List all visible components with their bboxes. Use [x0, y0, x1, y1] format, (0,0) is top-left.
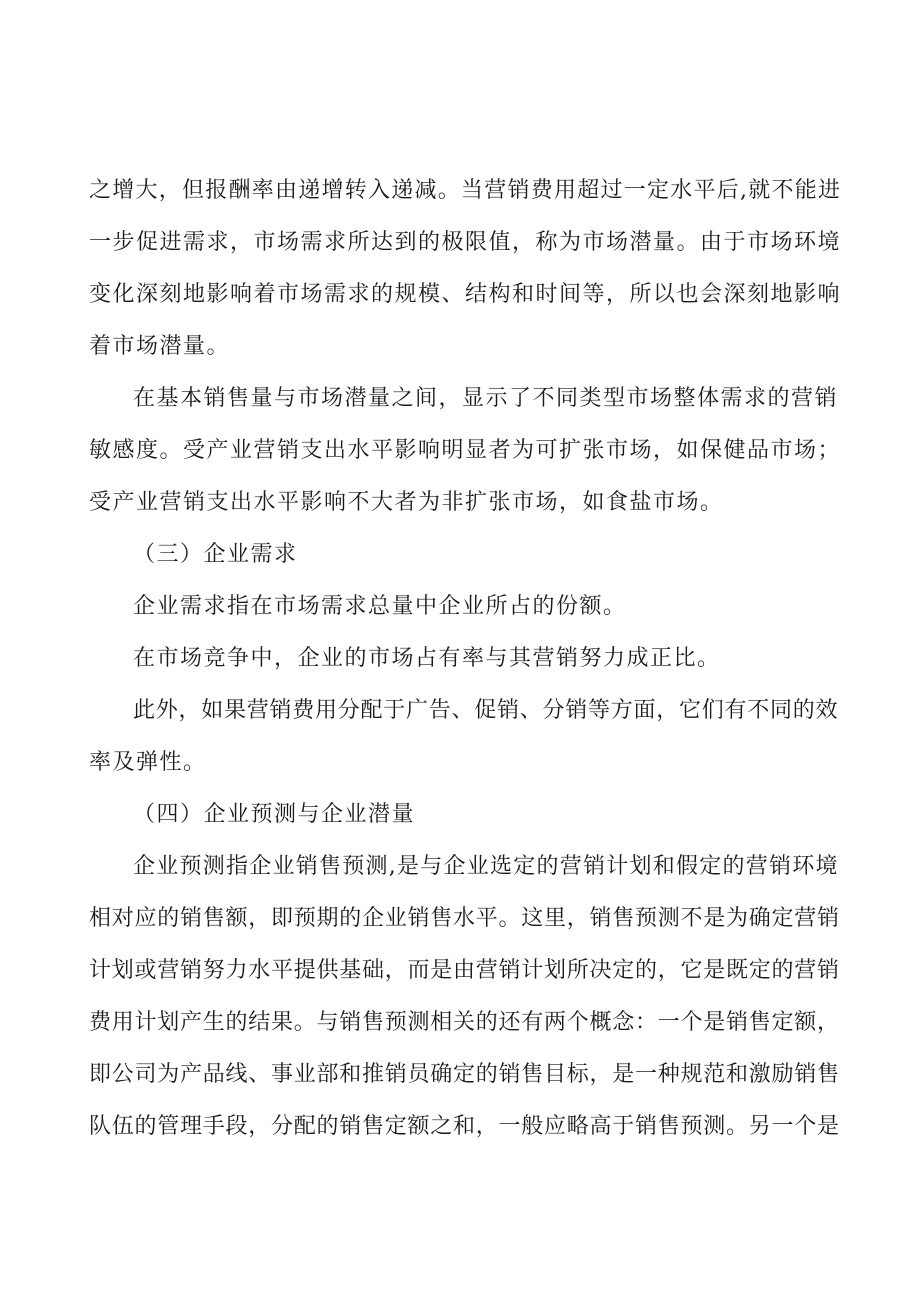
- text-line: 企业需求指在市场需求总量中企业所占的份额。: [133, 594, 627, 619]
- section-heading: （三）企业需求: [133, 542, 298, 567]
- text-line: 率及弹性。: [89, 750, 207, 775]
- section-heading: （四）企业预测与企业潜量: [133, 802, 416, 827]
- text-line: 企业预测指企业销售预测,是与企业选定的营销计划和假定的营销环境: [133, 854, 839, 879]
- text-line: 此外，如果营销费用分配于广告、促销、分销等方面，它们有不同的效: [133, 698, 839, 723]
- text-line: 即公司为产品线、事业部和推销员确定的销售目标，是一种规范和激励销售: [89, 1062, 840, 1087]
- text-line: 一步促进需求，市场需求所达到的极限值，称为市场潜量。由于市场环境: [89, 230, 842, 255]
- text-line: 计划或营销努力水平提供基础，而是由营销计划所决定的，它是既定的营销: [89, 958, 840, 983]
- text-line: 变化深刻地影响着市场需求的规模、结构和时间等，所以也会深刻地影响: [89, 282, 842, 307]
- text-line: 队伍的管理手段，分配的销售定额之和，一般应略高于销售预测。另一个是: [89, 1114, 840, 1139]
- text-line: 着市场潜量。: [89, 334, 231, 359]
- text-line: 在基本销售量与市场潜量之间，显示了不同类型市场整体需求的营销: [133, 386, 839, 411]
- text-line: 费用计划产生的结果。与销售预测相关的还有两个概念：一个是销售定额，: [89, 1010, 840, 1035]
- text-line: 之增大，但报酬率由递增转入递减。当营销费用超过一定水平后,就不能进: [89, 178, 842, 203]
- text-line: 敏感度。受产业营销支出水平影响明显者为可扩张市场，如保健品市场；: [89, 438, 842, 463]
- text-line: 受产业营销支出水平影响不大者为非扩张市场，如食盐市场。: [89, 490, 724, 515]
- text-line: 相对应的销售额，即预期的企业销售水平。这里，销售预测不是为确定营销: [89, 906, 840, 931]
- text-line: 在市场竞争中，企业的市场占有率与其营销努力成正比。: [133, 646, 721, 671]
